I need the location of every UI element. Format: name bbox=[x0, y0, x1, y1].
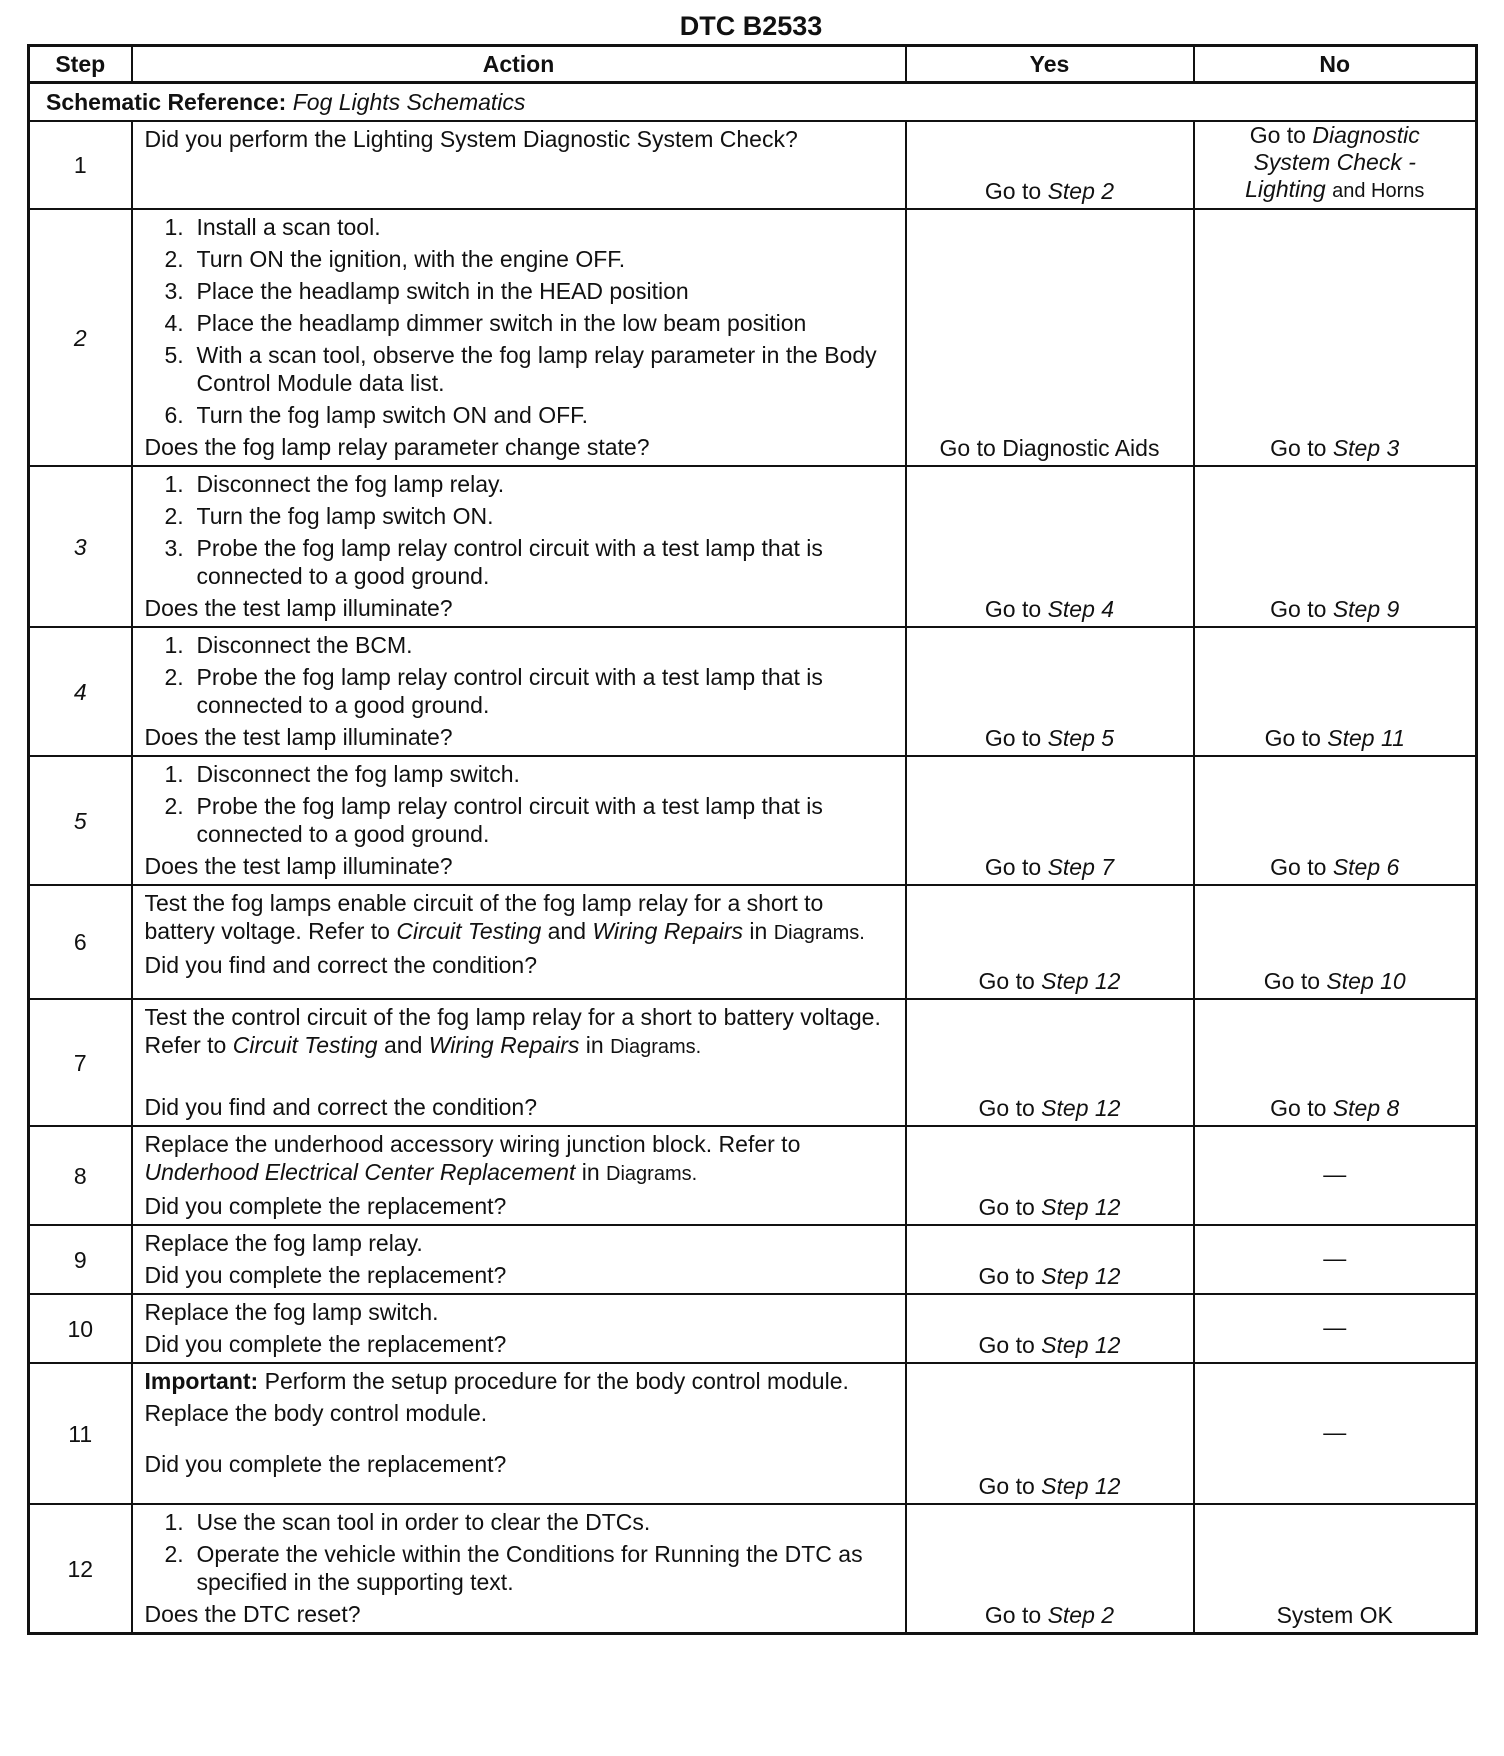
important-note bbox=[145, 1367, 897, 1395]
no-ref-d: and Horns bbox=[1332, 180, 1425, 202]
go-to-label: Go to bbox=[984, 854, 1042, 880]
item-number: 4. bbox=[164, 310, 184, 336]
yes-step-ref: Step 12 bbox=[1041, 968, 1121, 994]
instruction-item bbox=[145, 213, 897, 241]
yes-cell bbox=[906, 756, 1194, 885]
instruction-item bbox=[145, 792, 897, 848]
no-cell bbox=[1194, 885, 1477, 999]
table-row bbox=[29, 1294, 1477, 1363]
no-ref-c: Lighting bbox=[1245, 176, 1326, 202]
go-to-label: Go to bbox=[1264, 725, 1321, 751]
step-number: 5 bbox=[29, 756, 132, 885]
header-no: No bbox=[1194, 46, 1477, 83]
go-to-label: Go to bbox=[984, 1602, 1042, 1628]
item-text: Disconnect the fog lamp switch. bbox=[196, 761, 520, 787]
yes-cell bbox=[906, 885, 1194, 999]
go-to-label: Go to bbox=[1270, 854, 1327, 880]
no-cell bbox=[1194, 756, 1477, 885]
step-number: 8 bbox=[29, 1126, 132, 1225]
item-number: 2. bbox=[164, 246, 184, 272]
instruction-item bbox=[145, 663, 897, 719]
table-row bbox=[29, 1363, 1477, 1504]
action-cell bbox=[132, 999, 906, 1126]
table-row bbox=[29, 885, 1477, 999]
item-text: Install a scan tool. bbox=[196, 214, 381, 240]
yes-step-ref: Step 2 bbox=[1047, 178, 1115, 204]
yes-step-ref: Step 2 bbox=[1047, 1602, 1115, 1628]
ref-underhood: Underhood Electrical Center Replacement bbox=[144, 1159, 576, 1185]
no-cell bbox=[1194, 999, 1477, 1126]
table-row bbox=[29, 1126, 1477, 1225]
action-cell bbox=[132, 1126, 906, 1225]
item-number: 5. bbox=[164, 342, 184, 368]
question-text: Does the fog lamp relay parameter change state? bbox=[144, 434, 650, 460]
item-text: Use the scan tool in order to clear the DTCs. bbox=[196, 1509, 651, 1535]
table-row bbox=[29, 1225, 1477, 1294]
step-number: 10 bbox=[29, 1294, 132, 1363]
yes-step-ref: Step 12 bbox=[1041, 1194, 1121, 1220]
instruction-item bbox=[145, 309, 897, 337]
diagnostic-table bbox=[27, 44, 1478, 1635]
ref-circuit-testing: Circuit Testing bbox=[232, 1032, 378, 1058]
ref-wiring-repairs: Wiring Repairs bbox=[428, 1032, 580, 1058]
action-sentence: Replace the underhood accessory wiring junction block. bbox=[144, 1131, 713, 1157]
no-cell bbox=[1194, 466, 1477, 627]
no-ref-b: System Check - bbox=[1253, 149, 1416, 175]
header-yes: Yes bbox=[906, 46, 1194, 83]
no-cell bbox=[1194, 209, 1477, 466]
ref-circuit-testing: Circuit Testing bbox=[396, 918, 542, 944]
item-text: With a scan tool, observe the fog lamp relay parameter in the Body Control Module data list. bbox=[196, 342, 877, 396]
go-to-label: Go to bbox=[1249, 122, 1306, 148]
item-text: Disconnect the BCM. bbox=[196, 632, 413, 658]
instruction-item bbox=[145, 534, 897, 590]
item-number: 1. bbox=[164, 214, 184, 240]
item-text: Turn the fog lamp switch ON. bbox=[196, 503, 494, 529]
instruction-item bbox=[145, 277, 897, 305]
question-text: Did you find and correct the condition? bbox=[144, 1094, 538, 1120]
no-step-ref: Step 8 bbox=[1332, 1095, 1400, 1121]
action-cell bbox=[132, 1225, 906, 1294]
important-label: Important: bbox=[144, 1368, 259, 1394]
item-number: 2. bbox=[164, 503, 184, 529]
instruction-list bbox=[145, 470, 897, 590]
in-label: in bbox=[585, 1032, 604, 1058]
instruction-list bbox=[145, 631, 897, 719]
important-text: Perform the setup procedure for the body control module. bbox=[264, 1368, 849, 1394]
no-step-ref: Step 9 bbox=[1332, 596, 1400, 622]
item-number: 1. bbox=[164, 471, 184, 497]
step-number: 9 bbox=[29, 1225, 132, 1294]
yes-cell bbox=[906, 1294, 1194, 1363]
go-to-label: Go to bbox=[984, 725, 1042, 751]
item-text: Place the headlamp switch in the HEAD position bbox=[196, 278, 689, 304]
instruction-item bbox=[145, 1508, 897, 1536]
no-step-ref: Step 3 bbox=[1332, 435, 1400, 461]
question-text: Did you complete the replacement? bbox=[144, 1193, 507, 1219]
question-text: Did you find and correct the condition? bbox=[144, 952, 538, 978]
instruction-item bbox=[145, 1540, 897, 1596]
question-text: Does the test lamp illuminate? bbox=[144, 595, 453, 621]
step-number: 2 bbox=[29, 209, 132, 466]
instruction-list bbox=[145, 213, 897, 429]
go-to-label: Go to bbox=[1270, 596, 1327, 622]
instruction-item bbox=[145, 401, 897, 429]
item-text: Operate the vehicle within the Conditions for Running the DTC as specified in the supporting text. bbox=[196, 1541, 863, 1595]
go-to-label: Go to bbox=[978, 968, 1035, 994]
yes-cell bbox=[906, 1225, 1194, 1294]
instruction-item bbox=[145, 245, 897, 273]
in-label: in bbox=[581, 1159, 600, 1185]
item-number: 1. bbox=[164, 632, 184, 658]
action-text: Replace the fog lamp relay. bbox=[144, 1230, 423, 1256]
step-number: 6 bbox=[29, 885, 132, 999]
yes-step-ref: Step 4 bbox=[1047, 596, 1115, 622]
go-to-label: Go to bbox=[1270, 1095, 1327, 1121]
ref-wiring-repairs: Wiring Repairs bbox=[592, 918, 744, 944]
in-label: in bbox=[749, 918, 768, 944]
table-row bbox=[29, 209, 1477, 466]
no-cell bbox=[1194, 627, 1477, 756]
question-text: Did you complete the replacement? bbox=[144, 1451, 507, 1477]
yes-cell bbox=[906, 209, 1194, 466]
action-text bbox=[145, 1003, 897, 1061]
step-number: 11 bbox=[29, 1363, 132, 1504]
table-row bbox=[29, 627, 1477, 756]
yes-step-ref: Step 12 bbox=[1041, 1095, 1121, 1121]
question-text: Does the DTC reset? bbox=[144, 1601, 361, 1627]
document-title: DTC B2533 bbox=[679, 11, 823, 41]
table-row bbox=[29, 756, 1477, 885]
action-text: Replace the fog lamp switch. bbox=[144, 1299, 439, 1325]
action-cell bbox=[132, 466, 906, 627]
table-row bbox=[29, 466, 1477, 627]
ref-diagrams: Diagrams. bbox=[773, 922, 865, 944]
yes-cell bbox=[906, 121, 1194, 209]
table-row bbox=[29, 1504, 1477, 1634]
question-text: Does the test lamp illuminate? bbox=[144, 853, 453, 879]
no-ref-a: Diagnostic bbox=[1312, 122, 1420, 148]
item-number: 6. bbox=[164, 402, 184, 428]
no-step-ref: Step 6 bbox=[1332, 854, 1400, 880]
no-step-ref: Step 10 bbox=[1326, 968, 1406, 994]
instruction-item bbox=[145, 341, 897, 397]
refer-label: Refer to bbox=[144, 1032, 227, 1058]
refer-label: Refer to bbox=[718, 1131, 801, 1157]
action-text bbox=[145, 889, 897, 947]
item-number: 3. bbox=[164, 535, 184, 561]
action-cell bbox=[132, 1294, 906, 1363]
yes-cell bbox=[906, 466, 1194, 627]
table-row bbox=[29, 121, 1477, 209]
go-to-label: Go to bbox=[978, 1473, 1035, 1499]
go-to-label: Go to bbox=[984, 596, 1042, 622]
go-to-label: Go to bbox=[978, 1194, 1035, 1220]
item-text: Disconnect the fog lamp relay. bbox=[196, 471, 505, 497]
step-number: 1 bbox=[29, 121, 132, 209]
refer-label: Refer to bbox=[308, 918, 390, 944]
go-to-label: Go to bbox=[1263, 968, 1321, 994]
yes-cell bbox=[906, 627, 1194, 756]
no-cell: — bbox=[1194, 1294, 1477, 1363]
header-step: Step bbox=[29, 46, 132, 83]
table-row bbox=[29, 999, 1477, 1126]
no-cell bbox=[1194, 121, 1477, 209]
and-label: and bbox=[547, 918, 587, 944]
step-number: 4 bbox=[29, 627, 132, 756]
no-cell: — bbox=[1194, 1225, 1477, 1294]
item-text: Place the headlamp dimmer switch in the low beam position bbox=[196, 310, 807, 336]
go-to-label: Go to bbox=[978, 1095, 1035, 1121]
action-cell bbox=[132, 885, 906, 999]
item-number: 2. bbox=[164, 664, 184, 690]
step-number: 3 bbox=[29, 466, 132, 627]
yes-step-ref: Step 5 bbox=[1047, 725, 1115, 751]
item-number: 1. bbox=[164, 1509, 184, 1535]
instruction-list bbox=[145, 760, 897, 848]
instruction-list bbox=[145, 1508, 897, 1596]
action-cell bbox=[132, 1504, 906, 1634]
item-text: Probe the fog lamp relay control circuit with a test lamp that is connected to a good ground. bbox=[196, 535, 823, 589]
no-cell bbox=[1194, 1504, 1477, 1634]
yes-cell bbox=[906, 999, 1194, 1126]
schematic-reference bbox=[29, 83, 1477, 122]
header-row bbox=[29, 46, 1477, 83]
instruction-item bbox=[145, 502, 897, 530]
action-cell bbox=[132, 121, 906, 209]
step-number: 12 bbox=[29, 1504, 132, 1634]
item-number: 1. bbox=[164, 761, 184, 787]
no-text: System OK bbox=[1276, 1602, 1393, 1628]
yes-cell bbox=[906, 1126, 1194, 1225]
ref-diagrams: Diagrams. bbox=[610, 1036, 702, 1058]
schematic-label: Schematic Reference: bbox=[46, 89, 287, 115]
instruction-item bbox=[145, 470, 897, 498]
no-cell: — bbox=[1194, 1126, 1477, 1225]
action-sentence: Test the control circuit of the fog lamp relay for a short to battery voltage. bbox=[144, 1004, 881, 1030]
item-number: 2. bbox=[164, 1541, 184, 1567]
yes-step-ref: Step 7 bbox=[1047, 854, 1115, 880]
item-text: Turn the fog lamp switch ON and OFF. bbox=[196, 402, 589, 428]
ref-diagrams: Diagrams. bbox=[606, 1163, 698, 1185]
yes-text: Go to Diagnostic Aids bbox=[939, 435, 1160, 461]
yes-step-ref: Step 12 bbox=[1041, 1263, 1121, 1289]
item-text: Probe the fog lamp relay control circuit with a test lamp that is connected to a good ground. bbox=[196, 664, 823, 718]
question-text: Does the test lamp illuminate? bbox=[144, 724, 453, 750]
action-cell bbox=[132, 209, 906, 466]
header-action: Action bbox=[132, 46, 906, 83]
instruction-item bbox=[145, 631, 897, 659]
item-text: Probe the fog lamp relay control circuit with a test lamp that is connected to a good ground. bbox=[196, 793, 823, 847]
step-number: 7 bbox=[29, 999, 132, 1126]
item-text: Turn ON the ignition, with the engine OFF. bbox=[196, 246, 626, 272]
action-cell bbox=[132, 756, 906, 885]
action-text: Replace the body control module. bbox=[144, 1400, 488, 1426]
item-number: 2. bbox=[164, 793, 184, 819]
go-to-label: Go to bbox=[984, 178, 1042, 204]
yes-step-ref: Step 12 bbox=[1041, 1473, 1121, 1499]
and-label: and bbox=[383, 1032, 423, 1058]
go-to-label: Go to bbox=[978, 1263, 1035, 1289]
go-to-label: Go to bbox=[1270, 435, 1327, 461]
schematic-ref: Fog Lights Schematics bbox=[292, 89, 526, 115]
question-text: Did you complete the replacement? bbox=[144, 1331, 507, 1357]
action-sentence: Test the fog lamps enable circuit of the fog lamp relay for a short to battery voltage. bbox=[144, 890, 824, 944]
action-cell bbox=[132, 627, 906, 756]
no-step-ref: Step 11 bbox=[1327, 725, 1405, 751]
document bbox=[27, 0, 1475, 1635]
schematic-row bbox=[29, 83, 1477, 122]
yes-cell bbox=[906, 1504, 1194, 1634]
item-number: 3. bbox=[164, 278, 184, 304]
instruction-item bbox=[145, 760, 897, 788]
question-text: Did you perform the Lighting System Diagnostic System Check? bbox=[144, 126, 798, 152]
yes-step-ref: Step 12 bbox=[1041, 1332, 1121, 1358]
action-text bbox=[145, 1130, 897, 1188]
yes-cell bbox=[906, 1363, 1194, 1504]
question-text: Did you complete the replacement? bbox=[144, 1262, 507, 1288]
action-cell bbox=[132, 1363, 906, 1504]
go-to-label: Go to bbox=[978, 1332, 1035, 1358]
no-cell: — bbox=[1194, 1363, 1477, 1504]
